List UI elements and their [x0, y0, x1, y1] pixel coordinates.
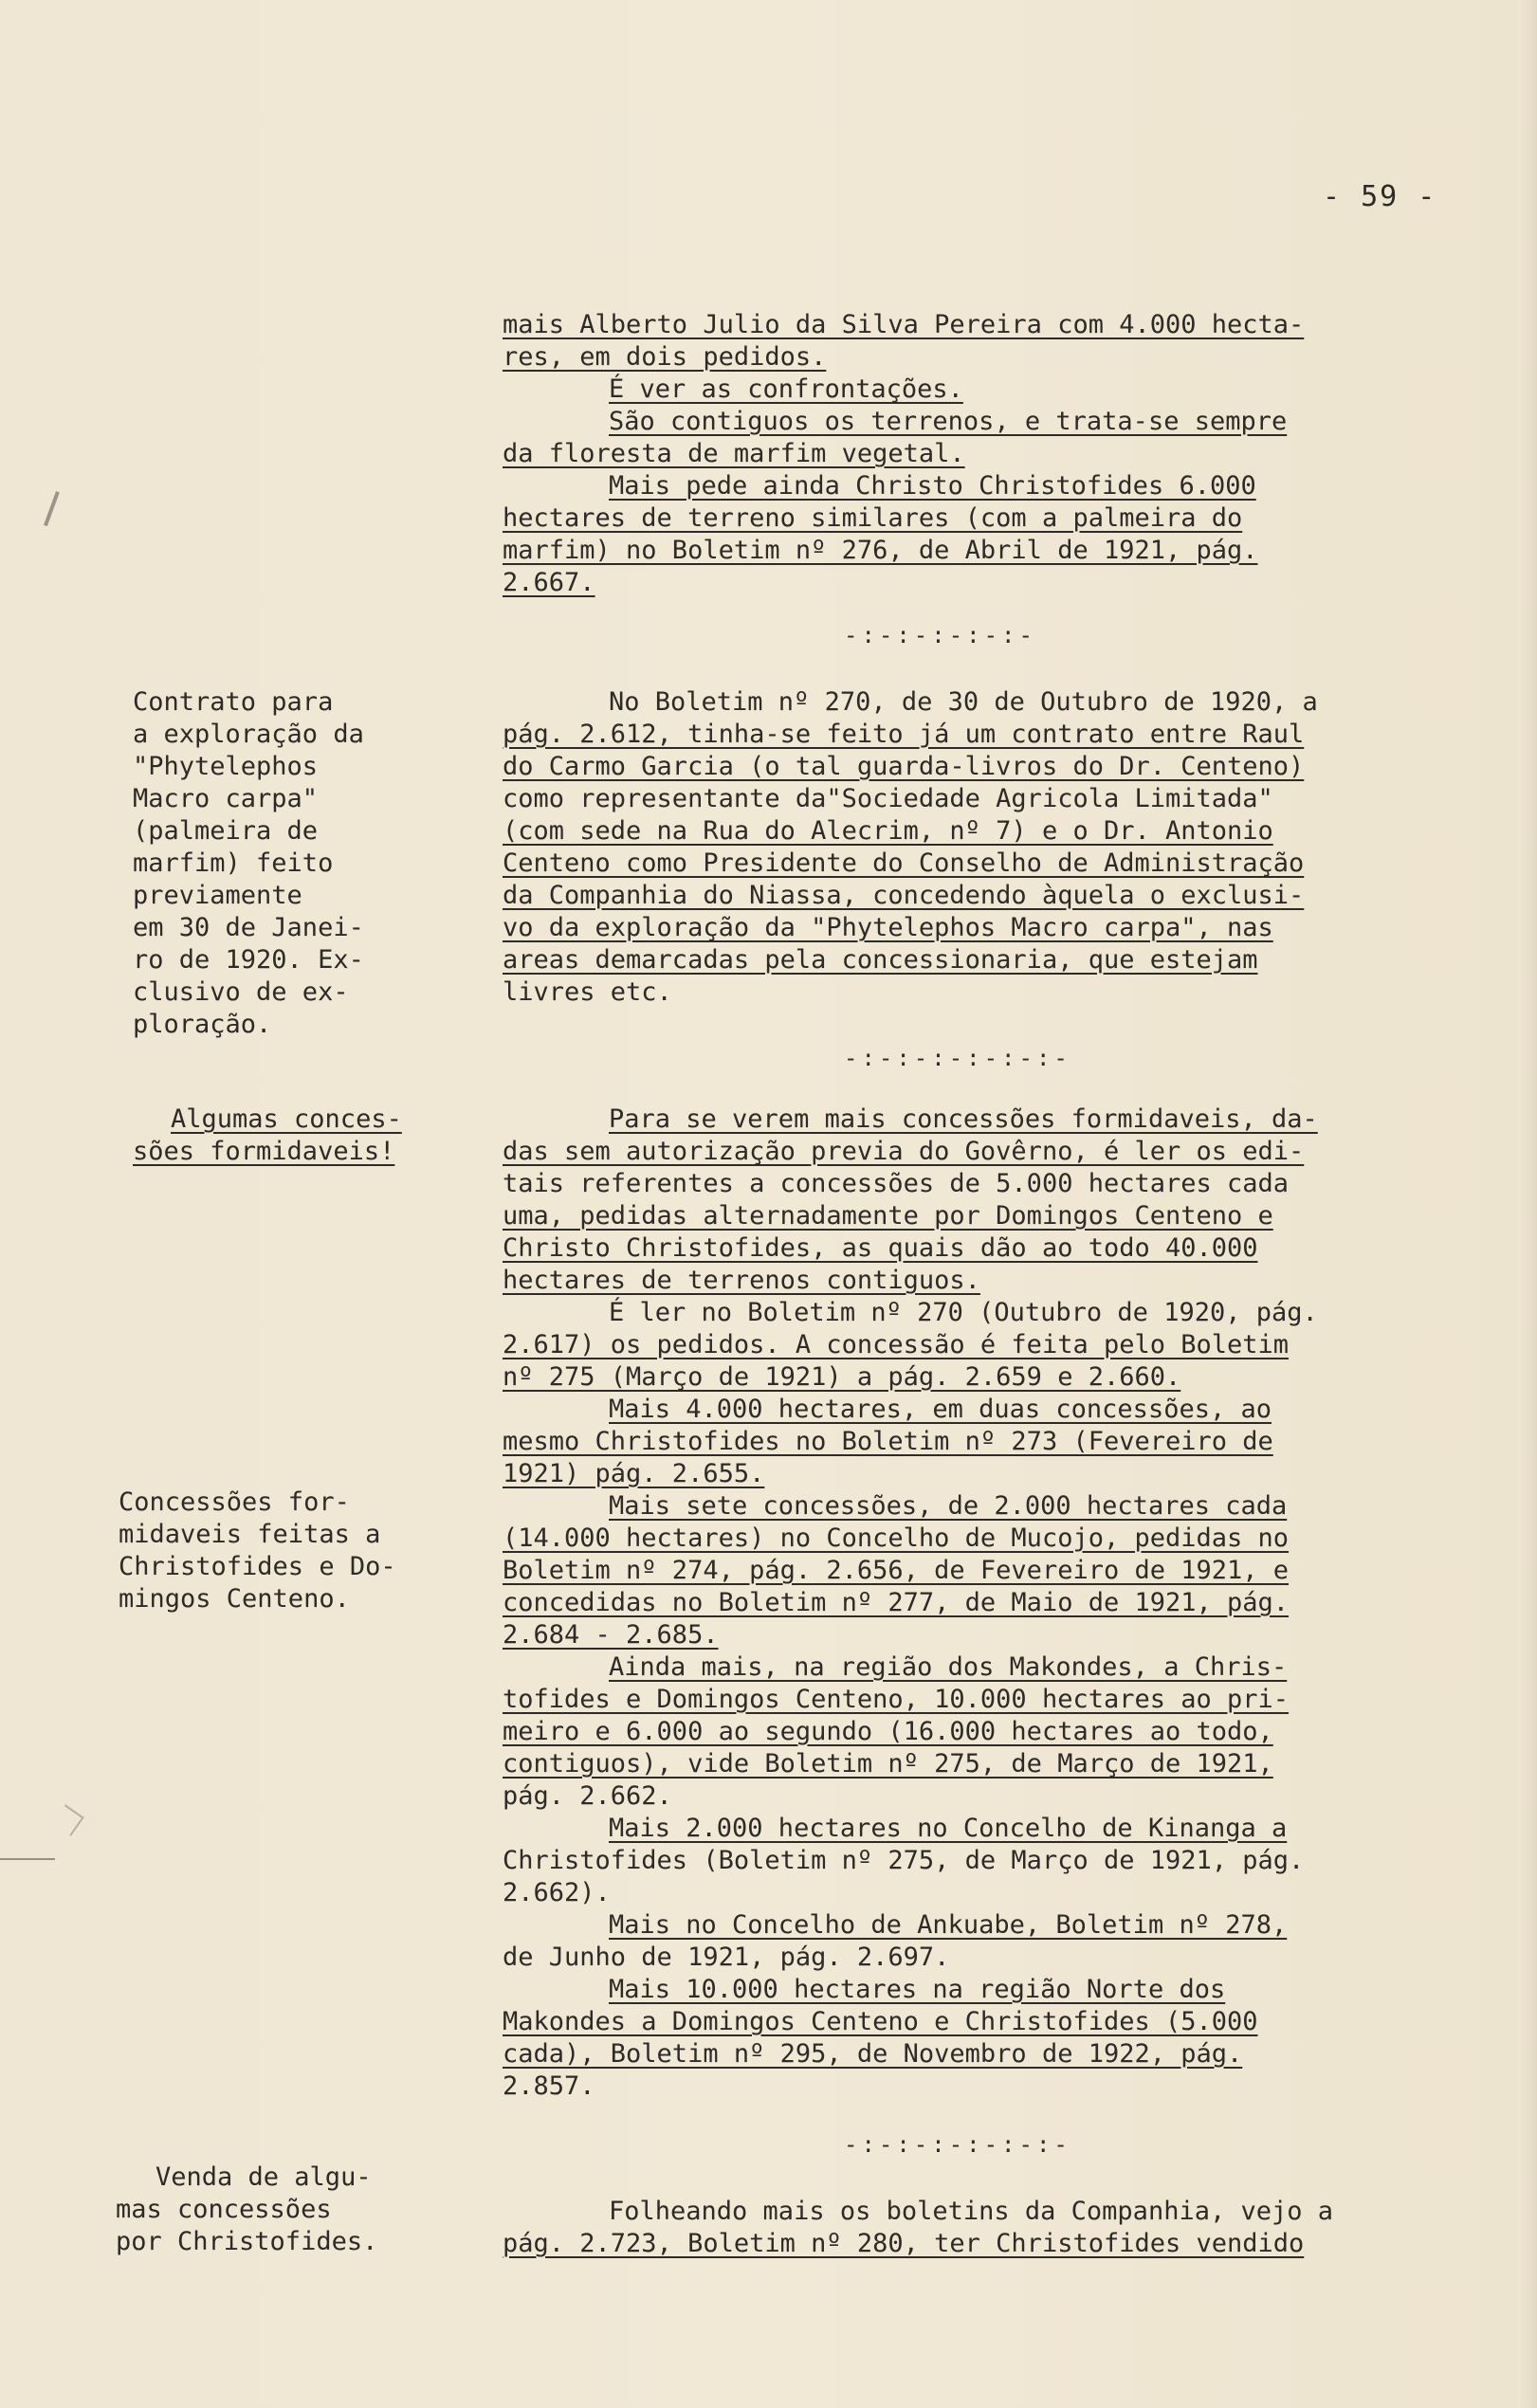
ink-mark	[0, 1858, 55, 1860]
note-line: previamente	[133, 881, 302, 910]
text-line: livres etc.	[503, 977, 672, 1007]
text-line: pág. 2.723, Boletim nº 280, ter Christofides vendido	[503, 2229, 1305, 2258]
margin-note-contrato	[133, 686, 455, 1041]
note-line: midaveis feitas a	[119, 1520, 381, 1549]
text-line: Centeno como Presidente do Conselho de Administração	[503, 848, 1305, 878]
text-line: mesmo Christofides no Boletim nº 273 (Fevereiro de	[503, 1427, 1273, 1456]
text-line: como representante da"Sociedade Agricola Limitada"	[503, 784, 1273, 813]
text-line: res, em dois pedidos.	[503, 342, 827, 372]
text-line: Mais no Concelho de Ankuabe, Boletim nº 278,	[609, 1910, 1288, 1940]
text-line: Ainda mais, na região dos Makondes, a Chris-	[609, 1652, 1288, 1682]
text-line: Makondes a Domingos Centeno e Christofides (5.000	[503, 2007, 1258, 2036]
text-line: Para se verem mais concessões formidaveis, da-	[609, 1104, 1318, 1134]
text-line: contiguos), vide Boletim nº 275, de Março de 1921,	[503, 1749, 1273, 1779]
text-line: uma, pedidas alternadamente por Domingos Centeno e	[503, 1201, 1273, 1231]
text-line: hectares de terrenos contiguos.	[503, 1266, 980, 1295]
text-line: Mais sete concessões, de 2.000 hectares cada	[609, 1491, 1288, 1521]
paragraph-block-1	[503, 309, 1512, 599]
text-line: vo da exploração da "Phytelephos Macro carpa", nas	[503, 913, 1273, 942]
note-line: sões formidaveis!	[133, 1137, 395, 1166]
margin-note-algumas	[133, 1104, 455, 1168]
section-separator: -:-:-:-:-:-:-	[844, 1045, 1071, 1071]
note-line: Contrato para	[133, 687, 334, 717]
ink-mark	[44, 491, 72, 531]
text-line: É ver as confrontações.	[609, 374, 963, 404]
note-line: mingos Centeno.	[119, 1584, 350, 1614]
text-line: Mais pede ainda Christo Christofides 6.000	[609, 471, 1256, 501]
text-line: mais Alberto Julio da Silva Pereira com 4.000 hecta-	[503, 310, 1305, 339]
note-line: em 30 de Janei-	[133, 913, 364, 942]
text-line: das sem autorização previa do Govêrno, é ler os edi-	[503, 1137, 1305, 1166]
note-line: Venda de algu-	[156, 2162, 372, 2192]
text-line: (14.000 hectares) no Concelho de Mucojo, pedidas no	[503, 1523, 1290, 1553]
paper-edge	[1518, 0, 1537, 2408]
paragraph-block-2	[503, 686, 1512, 1009]
text-line: marfim) no Boletim nº 276, de Abril de 1921, pág.	[503, 536, 1258, 565]
margin-note-concessoes	[119, 1487, 441, 1615]
text-line: 2.667.	[503, 568, 595, 597]
note-line: "Phytelephos	[133, 752, 319, 781]
section-separator: -:-:-:-:-:-:-	[844, 2131, 1071, 2158]
text-line: do Carmo Garcia (o tal guarda-livros do Dr. Centeno)	[503, 752, 1305, 781]
note-line: a exploração da	[133, 720, 364, 749]
text-line: Christo Christofides, as quais dão ao todo 40.000	[503, 1233, 1258, 1263]
text-line: (com sede na Rua do Alecrim, nº 7) e o Dr. Antonio	[503, 816, 1273, 846]
text-line: Mais 10.000 hectares na região Norte dos	[609, 1975, 1226, 2004]
note-line: Macro carpa"	[133, 784, 319, 813]
text-line: Folheando mais os boletins da Companhia, vejo a	[609, 2197, 1334, 2226]
note-line: ro de 1920. Ex-	[133, 945, 364, 975]
section-separator: -:-:-:-:-:-	[844, 622, 1036, 648]
text-line: No Boletim nº 270, de 30 de Outubro de 1920, a	[609, 687, 1318, 717]
note-line: clusivo de ex-	[133, 977, 349, 1007]
text-line: da floresta de marfim vegetal.	[503, 439, 965, 468]
text-line: pág. 2.612, tinha-se feito já um contrato entre Raul	[503, 720, 1305, 749]
text-line: meiro e 6.000 ao segundo (16.000 hectares ao todo,	[503, 1717, 1273, 1746]
text-line: hectares de terreno similares (com a palmeira do	[503, 503, 1243, 533]
note-line: Christofides e Do-	[119, 1552, 396, 1581]
note-line: Concessões for-	[119, 1487, 350, 1517]
note-line: por Christofides.	[116, 2227, 378, 2256]
note-line: (palmeira de	[133, 816, 319, 846]
page-number: - 59 -	[1323, 180, 1437, 213]
text-line: 2.617) os pedidos. A concessão é feita pelo Boletim	[503, 1330, 1290, 1359]
note-line: ploração.	[133, 1010, 272, 1039]
text-line: 2.857.	[503, 2071, 595, 2101]
paragraph-block-4	[503, 2196, 1512, 2260]
text-line: Mais 4.000 hectares, em duas concessões, ao	[609, 1395, 1272, 1424]
text-line: concedidas no Boletim nº 277, de Maio de 1921, pág.	[503, 1588, 1290, 1617]
text-line: São contiguos os terrenos, e trata-se sempre	[609, 407, 1288, 436]
text-line: nº 275 (Março de 1921) a pág. 2.659 e 2.660.	[503, 1362, 1181, 1392]
text-line: 1921) pág. 2.655.	[503, 1459, 765, 1488]
text-line: da Companhia do Niassa, concedendo àquela o exclusi-	[503, 881, 1305, 910]
text-line: 2.684 - 2.685.	[503, 1620, 719, 1650]
text-line: É ler no Boletim nº 270 (Outubro de 1920, pág.	[609, 1298, 1318, 1327]
ink-mark	[52, 1804, 83, 1835]
paragraph-block-3	[503, 1104, 1512, 2103]
text-line: cada), Boletim nº 295, de Novembro de 1922, pág.	[503, 2039, 1243, 2069]
text-line: 2.662).	[503, 1878, 611, 1907]
text-line: Boletim nº 274, pág. 2.656, de Fevereiro de 1921, e	[503, 1556, 1290, 1585]
text-line: Christofides (Boletim nº 275, de Março de 1921, pág.	[503, 1846, 1305, 1875]
note-line: Algumas conces-	[171, 1104, 402, 1134]
text-line: areas demarcadas pela concessionaria, que estejam	[503, 945, 1258, 975]
margin-note-venda	[116, 2162, 438, 2258]
note-line: mas concessões	[116, 2195, 332, 2224]
text-line: tais referentes a concessões de 5.000 hectares cada	[503, 1169, 1290, 1198]
text-line: tofides e Domingos Centeno, 10.000 hectares ao pri-	[503, 1685, 1290, 1714]
text-line: Mais 2.000 hectares no Concelho de Kinanga a	[609, 1814, 1288, 1843]
text-line: de Junho de 1921, pág. 2.697.	[503, 1943, 950, 1972]
note-line: marfim) feito	[133, 848, 334, 878]
text-line: pág. 2.662.	[503, 1781, 672, 1811]
